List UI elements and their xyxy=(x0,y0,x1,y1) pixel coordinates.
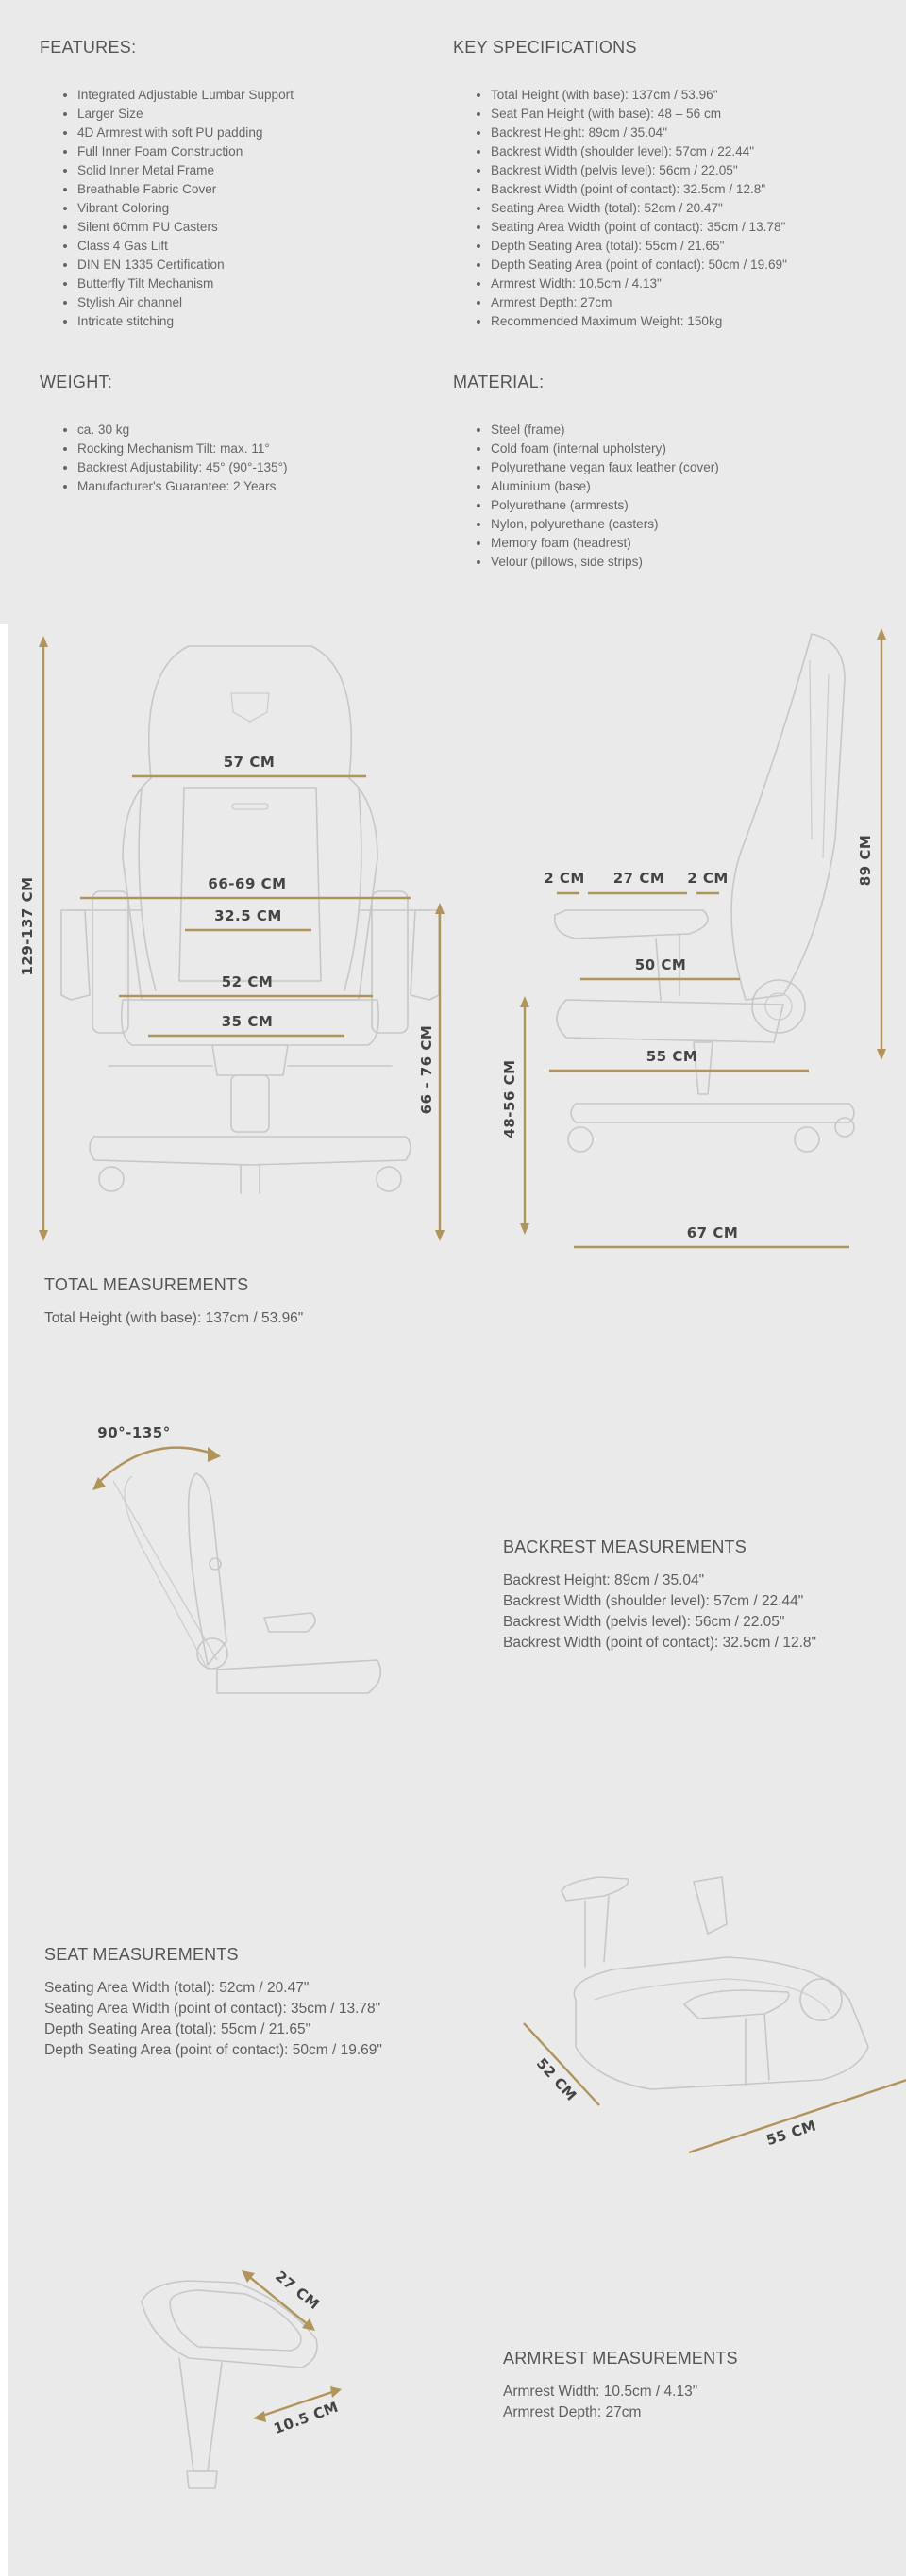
seat-diagram xyxy=(510,1858,906,2160)
label-armrest-span: 66-69 CM xyxy=(208,875,287,892)
seat-line: Seating Area Width (point of contact): 35cm / 13.78" xyxy=(44,2001,381,2017)
list-item: • Nylon, polyurethane (casters) xyxy=(491,515,887,534)
label-seat-depth-contact: 50 CM xyxy=(634,956,687,973)
label-seat-depth: 55 CM xyxy=(763,2117,819,2150)
list-item: • Butterfly Tilt Mechanism xyxy=(77,274,436,293)
list-item: • Vibrant Coloring xyxy=(77,199,436,218)
list-item: • Polyurethane vegan faux leather (cover) xyxy=(491,458,887,477)
backrest-line: Backrest Width (shoulder level): 57cm / 22.44" xyxy=(503,1593,804,1609)
label-shoulder-width: 57 CM xyxy=(223,754,276,771)
total-title: TOTAL MEASUREMENTS xyxy=(44,1275,249,1294)
label-armrest-length: 27 CM xyxy=(612,870,665,887)
backrest-title: BACKREST MEASUREMENTS xyxy=(503,1537,747,1556)
list-item: • DIN EN 1335 Certification xyxy=(77,256,436,274)
list-item: • Velour (pillows, side strips) xyxy=(491,553,887,572)
weight-title: WEIGHT: xyxy=(40,373,113,391)
list-item: • Cold foam (internal upholstery) xyxy=(491,440,887,458)
list-item: • Integrated Adjustable Lumbar Support xyxy=(77,86,436,105)
seat-line: Depth Seating Area (point of contact): 50cm / 19.69" xyxy=(44,2042,382,2058)
backrest-line: Backrest Width (point of contact): 32.5cm / 12.8" xyxy=(503,1635,817,1651)
label-backrest-contact: 32.5 CM xyxy=(214,907,282,924)
list-item: • Memory foam (headrest) xyxy=(491,534,887,553)
weight-list xyxy=(40,421,436,496)
list-item: • Seating Area Width (point of contact): 35cm / 13.78" xyxy=(491,218,887,237)
list-item: • Seat Pan Height (with base): 48 – 56 cm xyxy=(491,105,887,124)
list-item: • Total Height (with base): 137cm / 53.96" xyxy=(491,86,887,105)
armrest-diagram xyxy=(132,2245,472,2528)
label-base-width: 67 CM xyxy=(686,1224,739,1241)
chair-dimension-diagram xyxy=(0,623,906,1245)
front-dimensions xyxy=(19,636,445,1241)
total-measurements-section xyxy=(44,1275,441,1329)
list-item: • Class 4 Gas Lift xyxy=(77,237,436,256)
material-section xyxy=(453,373,887,572)
label-tilt-angle: 90°-135° xyxy=(97,1424,171,1441)
list-item: • Larger Size xyxy=(77,105,436,124)
seat-measurements-section xyxy=(44,1945,460,2061)
label-seat-depth-total: 55 CM xyxy=(646,1048,698,1065)
seat-title: SEAT MEASUREMENTS xyxy=(44,1945,239,1964)
specs-section xyxy=(453,38,887,331)
backrest-line: Backrest Height: 89cm / 35.04" xyxy=(503,1572,705,1588)
features-section xyxy=(40,38,436,331)
list-item: • Intricate stitching xyxy=(77,312,436,331)
material-title: MATERIAL: xyxy=(453,373,545,391)
weight-section xyxy=(40,373,436,496)
label-seat-width: 52 CM xyxy=(532,2054,580,2104)
list-item: • Backrest Width (point of contact): 32.5cm / 12.8" xyxy=(491,180,887,199)
armrest-measurements-section xyxy=(503,2349,899,2423)
label-seat-height: 48-56 CM xyxy=(501,1059,518,1138)
armrest-line: Armrest Width: 10.5cm / 4.13" xyxy=(503,2384,698,2400)
list-item: • Solid Inner Metal Frame xyxy=(77,161,436,180)
armrest-line: Armrest Depth: 27cm xyxy=(503,2404,642,2420)
label-seat-contact: 35 CM xyxy=(221,1013,274,1030)
list-item: • Polyurethane (armrests) xyxy=(491,496,887,515)
list-item: • 4D Armrest with soft PU padding xyxy=(77,124,436,142)
features-list xyxy=(40,86,436,331)
list-item: • Backrest Width (shoulder level): 57cm / 22.44" xyxy=(491,142,887,161)
label-armrest-depth: 27 CM xyxy=(272,2267,323,2314)
list-item: • Armrest Width: 10.5cm / 4.13" xyxy=(491,274,887,293)
list-item: • Recommended Maximum Weight: 150kg xyxy=(491,312,887,331)
list-item: • ca. 30 kg xyxy=(77,421,436,440)
list-item: • Backrest Adjustability: 45° (90°-135°) xyxy=(77,458,436,477)
list-item: • Backrest Width (pelvis level): 56cm / 22.05" xyxy=(491,161,887,180)
material-list xyxy=(453,421,887,572)
specs-list xyxy=(453,86,887,331)
label-armrest-height: 66 - 76 CM xyxy=(418,1024,435,1115)
label-backrest-height: 89 CM xyxy=(857,834,874,887)
list-item: • Stylish Air channel xyxy=(77,293,436,312)
specs-title: KEY SPECIFICATIONS xyxy=(453,38,637,57)
backrest-measurements-section xyxy=(503,1537,899,1654)
list-item: • Armrest Depth: 27cm xyxy=(491,293,887,312)
list-item: • Full Inner Foam Construction xyxy=(77,142,436,161)
label-total-height: 129-137 CM xyxy=(19,876,36,976)
list-item: • Seating Area Width (total): 52cm / 20.47" xyxy=(491,199,887,218)
list-item: • Depth Seating Area (point of contact): 50cm / 19.69" xyxy=(491,256,887,274)
seat-line: Seating Area Width (total): 52cm / 20.47" xyxy=(44,1980,310,1996)
armrest-title: ARMREST MEASUREMENTS xyxy=(503,2349,738,2368)
seat-line: Depth Seating Area (total): 55cm / 21.65" xyxy=(44,2021,311,2037)
features-title: FEATURES: xyxy=(40,38,137,57)
side-dimensions xyxy=(501,628,886,1247)
list-item: • Breathable Fabric Cover xyxy=(77,180,436,199)
list-item: • Aluminium (base) xyxy=(491,477,887,496)
backrest-tilt-diagram xyxy=(76,1405,415,1745)
backrest-line: Backrest Width (pelvis level): 56cm / 22.05" xyxy=(503,1614,785,1630)
label-armrest-width: 10.5 CM xyxy=(271,2398,342,2438)
list-item: • Manufacturer's Guarantee: 2 Years xyxy=(77,477,436,496)
list-item: • Backrest Height: 89cm / 35.04" xyxy=(491,124,887,142)
label-armrest-gap-right: 2 CM xyxy=(687,870,729,887)
label-armrest-gap-left: 2 CM xyxy=(544,870,585,887)
total-line: Total Height (with base): 137cm / 53.96" xyxy=(44,1310,304,1326)
list-item: • Silent 60mm PU Casters xyxy=(77,218,436,237)
list-item: • Steel (frame) xyxy=(491,421,887,440)
list-item: • Rocking Mechanism Tilt: max. 11° xyxy=(77,440,436,458)
label-seat-total: 52 CM xyxy=(221,973,274,990)
list-item: • Depth Seating Area (total): 55cm / 21.65" xyxy=(491,237,887,256)
